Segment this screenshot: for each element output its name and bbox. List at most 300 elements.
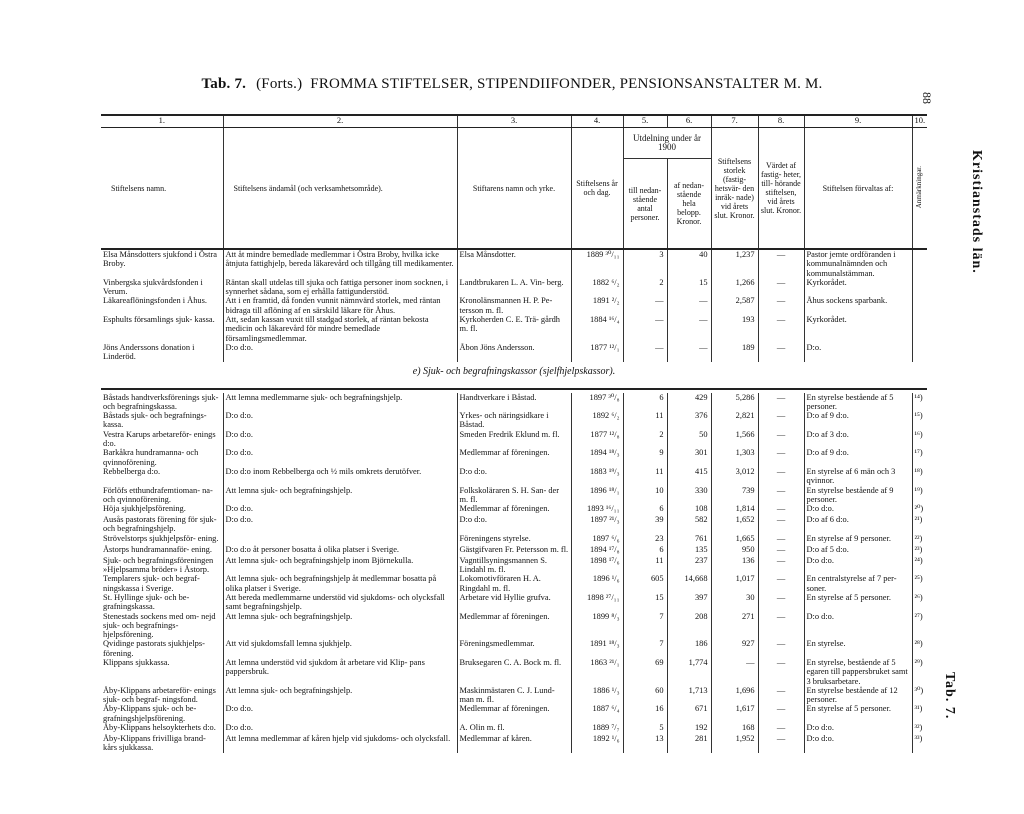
cell-amount: 50 — [667, 430, 711, 449]
cell-purpose: D:o d:o. — [223, 504, 457, 515]
header-founder: Stiftarens namn och yrke. — [457, 128, 571, 250]
cell-property: — — [758, 723, 804, 734]
cell-purpose: Att lemna sjuk- och begrafningshjelp. — [223, 686, 457, 705]
col-number: 1. — [101, 115, 223, 128]
cell-property: — — [758, 734, 804, 753]
cell-name: Templarers sjuk- och begraf- ningskassa i Sverige. — [103, 574, 200, 593]
table-row — [101, 612, 927, 640]
section-heading: e) Sjuk- och begrafningskassor (sjelfhjelpskassor). — [412, 365, 616, 377]
cell-property: — — [758, 448, 804, 467]
cell-size: 193 — [711, 315, 758, 343]
cell-founder: Medlemmar af föreningen. — [457, 448, 571, 467]
cell-name: Åby-Klippans frivilliga brand- kårs sjukkassa. — [103, 734, 206, 753]
cell-admin: D:o af 5 d:o. — [804, 545, 912, 556]
cell-founder: Medlemmar af föreningen. — [457, 612, 571, 640]
cell-name: Qvidinge pastorats sjukhjelps- förening. — [103, 639, 205, 658]
cell-property: — — [758, 639, 804, 658]
cell-note: ¹⁹) — [912, 486, 927, 505]
cell-amount: 108 — [667, 504, 711, 515]
cell-date: 1877 ¹²/₈ — [571, 430, 623, 449]
cell-founder: D:o d:o. — [457, 515, 571, 534]
table-row — [101, 593, 927, 612]
cell-admin: En centralstyrelse af 7 per- soner. — [804, 574, 912, 593]
table-row — [101, 556, 927, 575]
cell-purpose: Att bereda medlemmarne understöd vid sjukdoms- och olycksfall samt begrafningshjelp. — [223, 593, 457, 612]
cell-admin: Kyrkorådet. — [804, 278, 912, 297]
cell-size: 1,617 — [711, 704, 758, 723]
cell-name: Förlöfs etthundrafemtioman- na- och qvinnoförening. — [103, 485, 213, 504]
table-row — [101, 393, 927, 412]
cell-admin: D:o d:o. — [804, 556, 912, 575]
cell-purpose: Räntan skall utdelas till sjuka och fattiga personer inom socknen, i synnerhet sådana, som ej erhålla fattigunderstöd. — [223, 278, 457, 297]
cell-size: 1,652 — [711, 515, 758, 534]
cell-note: ¹⁶) — [912, 430, 927, 449]
cell-persons: 11 — [623, 467, 667, 486]
cell-admin: En styrelse af 6 män och 3 qvinnor. — [804, 467, 912, 486]
cell-persons: — — [623, 343, 667, 362]
cell-size: 1,665 — [711, 534, 758, 545]
cell-founder: Landtbrukaren L. A. Vin- berg. — [457, 278, 571, 297]
cell-date: 1884 ¹⁶/₄ — [571, 315, 623, 343]
cell-persons: 10 — [623, 486, 667, 505]
cell-size: 739 — [711, 486, 758, 505]
table-row — [101, 278, 927, 297]
cell-persons: 60 — [623, 686, 667, 705]
cell-founder: A. Olin m. fl. — [457, 723, 571, 734]
cell-name: Åstorps hundramannaför- ening. — [103, 544, 212, 554]
side-label-county: Kristianstads län. — [969, 150, 984, 274]
cell-name: Vinbergska sjukvårdsfonden i Verum. — [103, 277, 203, 297]
cell-amount: — — [667, 315, 711, 343]
cell-date: 1877 ¹²/₁ — [571, 343, 623, 362]
cell-founder: Handtverkare i Båstad. — [457, 393, 571, 412]
cell-amount: 192 — [667, 723, 711, 734]
cell-amount: 397 — [667, 593, 711, 612]
cell-date: 1894 ¹⁸/₃ — [571, 448, 623, 467]
cell-founder: Lokomotivföraren H. A. Ringdahl m. fl. — [457, 574, 571, 593]
cell-property: — — [758, 278, 804, 297]
cell-persons: 13 — [623, 734, 667, 753]
cell-property: — — [758, 612, 804, 640]
cell-size: 271 — [711, 612, 758, 640]
cell-property: — — [758, 534, 804, 545]
cell-property: — — [758, 515, 804, 534]
col-number: 7. — [711, 115, 758, 128]
cell-note: ³³) — [912, 734, 927, 753]
cell-persons: 7 — [623, 612, 667, 640]
cell-note: ²³) — [912, 545, 927, 556]
cell-note: ¹⁵) — [912, 411, 927, 430]
cell-property: — — [758, 504, 804, 515]
cell-size: 1,814 — [711, 504, 758, 515]
cell-purpose: D:o d:o. — [223, 515, 457, 534]
cell-note: ¹⁷) — [912, 448, 927, 467]
cell-founder: Yrkes- och näringsidkare i Båstad. — [457, 411, 571, 430]
cell-persons: — — [623, 315, 667, 343]
foundations-table — [101, 114, 927, 753]
header-purpose: Stiftelsens ändamål (och verksamhetsområde). — [223, 128, 457, 250]
cell-founder: Föreningsmedlemmar. — [457, 639, 571, 658]
cell-size: 1,017 — [711, 574, 758, 593]
cell-amount: 301 — [667, 448, 711, 467]
cell-size: 927 — [711, 639, 758, 658]
table-row — [101, 515, 927, 534]
cell-founder: Maskinmästaren C. J. Lund- man m. fl. — [457, 686, 571, 705]
cell-admin: En styrelse, bestående af 5 egaren till pappersbruket samt 3 bruksarbetare. — [804, 658, 912, 686]
cell-note: ²⁶) — [912, 593, 927, 612]
cell-name: Strövelstorps sjukhjelpsför- ening. — [103, 533, 219, 543]
cell-persons: 6 — [623, 504, 667, 515]
cell-property: — — [758, 486, 804, 505]
cell-size: — — [711, 658, 758, 686]
cell-persons: 6 — [623, 545, 667, 556]
cell-amount: 14,668 — [667, 574, 711, 593]
table-row — [101, 430, 927, 449]
col-number: 5. — [623, 115, 667, 128]
cell-founder: Elsa Månsdotter. — [457, 249, 571, 278]
cell-property: — — [758, 296, 804, 315]
cell-date: 1899 ⁸/₃ — [571, 612, 623, 640]
cell-persons: 9 — [623, 448, 667, 467]
cell-purpose: Att lemna sjuk- och begrafningshjelp. — [223, 486, 457, 505]
cell-size: 1,303 — [711, 448, 758, 467]
cell-admin: D:o d:o. — [804, 734, 912, 753]
cell-size: 2,821 — [711, 411, 758, 430]
cell-founder: Bruksegaren C. A. Bock m. fl. — [457, 658, 571, 686]
cell-property: — — [758, 249, 804, 278]
cell-persons: 16 — [623, 704, 667, 723]
cell-admin: D:o. — [804, 343, 912, 362]
cell-size: 5,286 — [711, 393, 758, 412]
cell-amount: 1,774 — [667, 658, 711, 686]
cell-founder: Åbon Jöns Andersson. — [457, 343, 571, 362]
cell-name: Åby-Klippans arbetareför- enings sjuk- och begraf- ningsfond. — [103, 685, 216, 705]
cell-amount: 376 — [667, 411, 711, 430]
cell-size: 2,587 — [711, 296, 758, 315]
header-amount: af nedan- stående hela belopp. Kronor. — [667, 159, 711, 250]
cell-name: Esphults församlings sjuk- kassa. — [103, 315, 215, 325]
cell-purpose: Att vid sjukdomsfall lemna sjukhjelp. — [223, 639, 457, 658]
cell-admin: Åhus sockens sparbank. — [804, 296, 912, 315]
cell-note — [912, 249, 927, 278]
col-number: 10. — [912, 115, 927, 128]
continued-label: (Forts.) — [256, 76, 303, 92]
cell-purpose: Att lemna understöd vid sjukdom åt arbetare vid Klip- pans pappersbruk. — [223, 658, 457, 686]
cell-admin: D:o af 6 d:o. — [804, 515, 912, 534]
cell-founder: Medlemmar af föreningen. — [457, 504, 571, 515]
table-row — [101, 467, 927, 486]
cell-amount: 1,713 — [667, 686, 711, 705]
cell-admin: En styrelse af 5 personer. — [804, 593, 912, 612]
col-number: 9. — [804, 115, 912, 128]
cell-admin: En styrelse af 5 personer. — [804, 704, 912, 723]
cell-persons: 2 — [623, 430, 667, 449]
cell-name: Åby-Klippans sjuk- och be- grafningshjelpsförening. — [103, 704, 197, 723]
cell-admin: En styrelse af 9 personer. — [804, 534, 912, 545]
cell-property: — — [758, 658, 804, 686]
cell-date: 1896 ¹⁸/₁ — [571, 486, 623, 505]
table-title: FROMMA STIFTELSER, STIPENDIIFONDER, PENSIONSANSTALTER M. M. — [310, 76, 823, 92]
cell-admin: D:o d:o. — [804, 504, 912, 515]
cell-amount: — — [667, 296, 711, 315]
cell-note: ²⁹) — [912, 658, 927, 686]
cell-founder: Medlemmar af kåren. — [457, 734, 571, 753]
cell-date: 1896 ¹/₆ — [571, 574, 623, 593]
cell-purpose: Att lemna sjuk- och begrafningshjelp inom Björnekulla. — [223, 556, 457, 575]
cell-date: 1891 ²/₂ — [571, 296, 623, 315]
cell-founder: Arbetare vid Hyllie grufva. — [457, 593, 571, 612]
cell-amount: 186 — [667, 639, 711, 658]
cell-date: 1883 ¹⁹/₃ — [571, 467, 623, 486]
cell-name: Jöns Anderssons donation i Linderöd. — [103, 342, 195, 362]
cell-date: 1897 ⁶/₆ — [571, 534, 623, 545]
cell-purpose: D:o d:o. — [223, 448, 457, 467]
cell-purpose: Att lemna sjuk- och begrafningshjelp. — [223, 612, 457, 640]
cell-property: — — [758, 467, 804, 486]
cell-size: 950 — [711, 545, 758, 556]
cell-note: ²⁰) — [912, 504, 927, 515]
table-row — [101, 658, 927, 686]
cell-property: — — [758, 556, 804, 575]
cell-size: 1,237 — [711, 249, 758, 278]
cell-note — [912, 343, 927, 362]
cell-admin: D:o af 9 d:o. — [804, 411, 912, 430]
cell-date: 1887 ⁶/₄ — [571, 704, 623, 723]
cell-purpose: D:o d:o. — [223, 430, 457, 449]
cell-note — [912, 315, 927, 343]
cell-persons: 3 — [623, 249, 667, 278]
cell-purpose: Att åt mindre bemedlade medlemmar i Östra Broby, hvilka icke åtnjuta fattighjelp, bereda läkarevård och tillgång till medikamenter. — [223, 249, 457, 278]
header-date: Stiftelsens år och dag. — [571, 128, 623, 250]
table-row — [101, 343, 927, 362]
cell-persons: 6 — [623, 393, 667, 412]
cell-size: 1,696 — [711, 686, 758, 705]
cell-date: 1892 ¹/₆ — [571, 734, 623, 753]
header-name: Stiftelsens namn. — [101, 128, 223, 250]
cell-name: Barkåkra hundramanna- och qvinnoförening. — [103, 448, 199, 467]
col-number: 2. — [223, 115, 457, 128]
cell-size: 30 — [711, 593, 758, 612]
cell-property: — — [758, 574, 804, 593]
cell-date: 1898 ¹⁷/₆ — [571, 556, 623, 575]
cell-size: 136 — [711, 556, 758, 575]
cell-persons: 11 — [623, 556, 667, 575]
table-row — [101, 704, 927, 723]
col-number: 8. — [758, 115, 804, 128]
header-administrator: Stiftelsen förvaltas af: — [804, 128, 912, 250]
cell-name: St. Hyllinge sjuk- och be- grafningskassa. — [103, 592, 190, 612]
cell-persons: — — [623, 296, 667, 315]
cell-amount: 135 — [667, 545, 711, 556]
cell-property: — — [758, 411, 804, 430]
cell-date: 1889 ³⁰/₁₁ — [571, 249, 623, 278]
cell-note: ³²) — [912, 723, 927, 734]
cell-property: — — [758, 545, 804, 556]
column-number-row — [101, 115, 927, 128]
cell-persons: 23 — [623, 534, 667, 545]
cell-founder: Smeden Fredrik Eklund m. fl. — [457, 430, 571, 449]
cell-amount: 208 — [667, 612, 711, 640]
table-row — [101, 448, 927, 467]
cell-property: — — [758, 315, 804, 343]
cell-purpose: Att lemna medlemmar af kåren hjelp vid sjukdoms- och olycksfall. — [223, 734, 457, 753]
table-row — [101, 296, 927, 315]
cell-purpose: Att, sedan kassan vuxit till stadgad storlek, af räntan bekosta medicin och läkarevård för mindre bemedlade församlingsmedlemmar. — [223, 315, 457, 343]
cell-admin: D:o d:o. — [804, 723, 912, 734]
cell-property: — — [758, 393, 804, 412]
cell-persons: 15 — [623, 593, 667, 612]
cell-date: 1894 ¹⁷/₈ — [571, 545, 623, 556]
cell-persons: 2 — [623, 278, 667, 297]
cell-name: Ausås pastorats förening för sjuk- och begrafningshjelp. — [103, 515, 217, 534]
cell-admin: En styrelse bestående af 5 personer. — [804, 393, 912, 412]
cell-founder: Kronolänsmannen H. P. Pe- tersson m. fl. — [457, 296, 571, 315]
cell-name: Klippans sjukkassa. — [103, 657, 170, 667]
column-header-row — [101, 128, 927, 159]
header-persons: till nedan- stående antal personer. — [623, 159, 667, 250]
cell-persons: 605 — [623, 574, 667, 593]
cell-name: Stenestads sockens med om- nejd sjuk- och begrafnings- hjelpsförening. — [103, 611, 216, 640]
cell-persons: 7 — [623, 639, 667, 658]
page-title — [0, 76, 1024, 93]
cell-admin: Kyrkorådet. — [804, 315, 912, 343]
cell-note: ²⁴) — [912, 556, 927, 575]
cell-date: 1882 ⁶/₂ — [571, 278, 623, 297]
cell-note: ³⁰) — [912, 686, 927, 705]
table-row — [101, 734, 927, 753]
cell-persons: 11 — [623, 411, 667, 430]
cell-note — [912, 278, 927, 297]
cell-name: Höja sjukhjelpsförening. — [103, 504, 186, 514]
cell-note: ²⁵) — [912, 574, 927, 593]
cell-admin: En styrelse bestående af 12 personer. — [804, 686, 912, 705]
cell-date: 1892 ⁶/₂ — [571, 411, 623, 430]
cell-purpose: D:o d:o. — [223, 343, 457, 362]
cell-date: 1898 ²⁷/₁₁ — [571, 593, 623, 612]
table-row — [101, 574, 927, 593]
cell-note: ¹⁴) — [912, 393, 927, 412]
col-number: 6. — [667, 115, 711, 128]
cell-amount: 281 — [667, 734, 711, 753]
cell-property: — — [758, 704, 804, 723]
cell-founder: Föreningens styrelse. — [457, 534, 571, 545]
cell-purpose: D:o d:o. — [223, 411, 457, 430]
side-label-table: Tab. 7. — [942, 672, 957, 720]
table-number: Tab. 7. — [201, 76, 247, 92]
cell-founder: Medlemmar af föreningen. — [457, 704, 571, 723]
cell-name: Åby-Klippans helsoykterhets d:o. — [103, 723, 216, 733]
cell-size: 1,266 — [711, 278, 758, 297]
cell-admin: En styrelse bestående af 9 personer. — [804, 486, 912, 505]
col-number: 4. — [571, 115, 623, 128]
cell-purpose: D:o d:o inom Rebbelberga och ½ mils omkrets derutöfver. — [223, 467, 457, 486]
cell-note: ²¹) — [912, 515, 927, 534]
cell-purpose: Att i en framtid, då fonden vunnit nämnvärd storlek, med räntan bidraga till aflöning af en särskild läkare för Åhus. — [223, 296, 457, 315]
cell-size: 1,952 — [711, 734, 758, 753]
col-number: 3. — [457, 115, 571, 128]
cell-size: 3,012 — [711, 467, 758, 486]
cell-purpose: Att lemna medlemmarne sjuk- och begrafningshjelp. — [223, 393, 457, 412]
cell-property: — — [758, 593, 804, 612]
cell-note: ²⁷) — [912, 612, 927, 640]
header-property: Värdet af fastig- heter, till- hörande stiftelsen, vid årets slut. Kronor. — [758, 128, 804, 250]
cell-date: 1897 ³⁰/₈ — [571, 393, 623, 412]
cell-amount: 761 — [667, 534, 711, 545]
cell-amount: 671 — [667, 704, 711, 723]
table-row — [101, 686, 927, 705]
cell-admin: En styrelse. — [804, 639, 912, 658]
cell-name: Rebbelberga d:o. — [103, 466, 161, 476]
cell-date: 1891 ¹⁸/₃ — [571, 639, 623, 658]
cell-purpose: Att lemna sjuk- och begrafningshjelp åt medlemmar bosatta på olika platser i Sverige. — [223, 574, 457, 593]
cell-size: 1,566 — [711, 430, 758, 449]
cell-note: ¹⁸) — [912, 467, 927, 486]
cell-amount: 330 — [667, 486, 711, 505]
cell-admin: D:o af 3 d:o. — [804, 430, 912, 449]
cell-founder: Gästgifvaren Fr. Petersson m. fl. — [457, 545, 571, 556]
cell-amount: 582 — [667, 515, 711, 534]
cell-name: Båstads handtverksförenings sjuk- och begrafningskassa. — [103, 392, 219, 411]
cell-amount: 415 — [667, 467, 711, 486]
cell-purpose: D:o d:o. — [223, 704, 457, 723]
cell-amount: 429 — [667, 393, 711, 412]
cell-founder: Folkskoläraren S. H. San- der m. fl. — [457, 486, 571, 505]
cell-note: ²²) — [912, 534, 927, 545]
table-row — [101, 534, 927, 545]
table-row — [101, 249, 927, 278]
cell-amount: 237 — [667, 556, 711, 575]
table-row — [101, 504, 927, 515]
header-notes: Anmärkningar. — [912, 128, 927, 250]
cell-date: 1863 ²¹/₁ — [571, 658, 623, 686]
cell-date: 1893 ¹⁶/₁₁ — [571, 504, 623, 515]
table-body-foundations — [101, 249, 927, 362]
page-number: 88 — [920, 92, 934, 104]
cell-property: — — [758, 686, 804, 705]
cell-admin: D:o d:o. — [804, 612, 912, 640]
table-row — [101, 545, 927, 556]
cell-amount: 40 — [667, 249, 711, 278]
cell-name: Vestra Karups arbetareför- enings d:o. — [103, 429, 216, 449]
cell-name: Elsa Månsdotters sjukfond i Östra Broby. — [103, 250, 217, 269]
cell-purpose — [223, 534, 457, 545]
cell-name: Båstads sjuk- och begrafnings- kassa. — [103, 411, 207, 430]
cell-date: 1897 ²¹/₃ — [571, 515, 623, 534]
cell-property: — — [758, 430, 804, 449]
cell-property: — — [758, 343, 804, 362]
cell-purpose: D:o d:o. — [223, 723, 457, 734]
header-distribution: Utdelning under år 1900 — [623, 128, 711, 159]
cell-admin: Pastor jemte ordföranden i kommunalnämnden och kommunalstämman. — [804, 249, 912, 278]
cell-founder: Vagntillsyningsmannen S. Lindahl m. fl. — [457, 556, 571, 575]
table-row — [101, 639, 927, 658]
cell-note: ³¹) — [912, 704, 927, 723]
cell-size: 189 — [711, 343, 758, 362]
table-row — [101, 723, 927, 734]
cell-founder: Kyrkoherden C. E. Trä- gårdh m. fl. — [457, 315, 571, 343]
cell-name: Läkareaflöningsfonden i Åhus. — [103, 296, 207, 306]
table-body-sick-funds — [101, 393, 927, 753]
cell-amount: 15 — [667, 278, 711, 297]
cell-name: Sjuk- och begrafningsföreningen »Hjelpsamma bröder» i Åstorp. — [103, 555, 214, 575]
table-row — [101, 411, 927, 430]
header-size: Stiftelsens storlek (fastig- hetsvär- den inräk- nade) vid årets slut. Kronor. — [711, 128, 758, 250]
cell-size: 168 — [711, 723, 758, 734]
cell-note — [912, 296, 927, 315]
cell-persons: 5 — [623, 723, 667, 734]
table-row — [101, 486, 927, 505]
cell-admin: D:o af 9 d:o. — [804, 448, 912, 467]
